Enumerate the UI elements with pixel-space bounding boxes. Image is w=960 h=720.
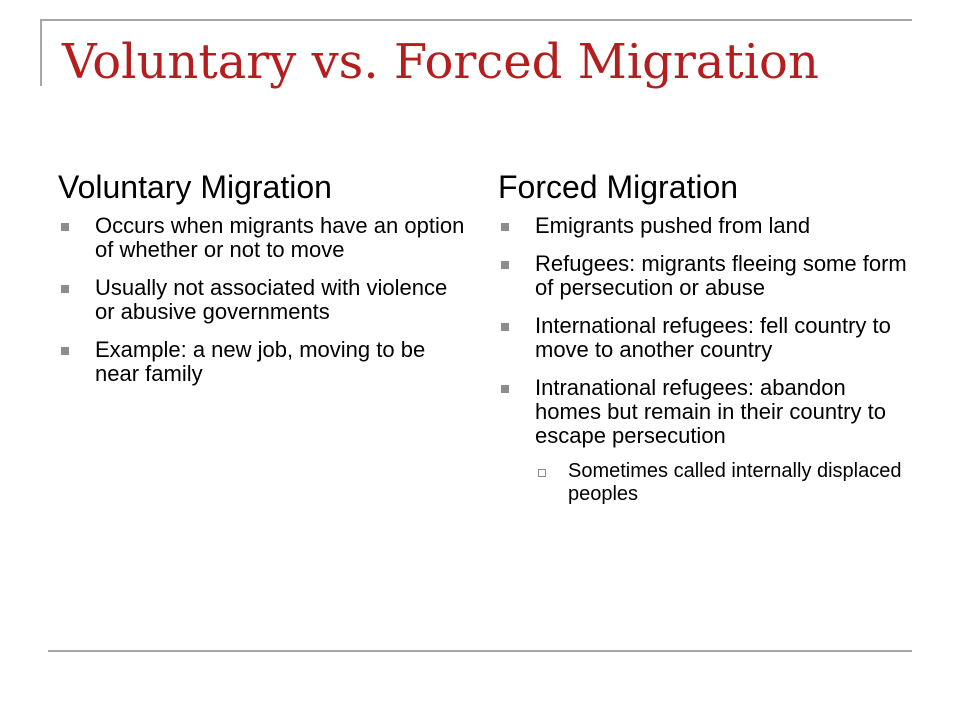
voluntary-bullet-1: Occurs when migrants have an option of whether or not to move — [58, 214, 468, 262]
forced-sub-bullet-1: Sometimes called internally displaced peoples — [534, 460, 908, 506]
voluntary-bullet-3: Example: a new job, moving to be near family — [58, 338, 468, 386]
forced-migration-column — [498, 168, 908, 506]
title-frame-vertical-rule — [40, 19, 42, 86]
title-frame-horizontal-rule — [40, 19, 912, 21]
footer-rule — [48, 650, 912, 652]
forced-bullet-4: Intranational refugees: abandon homes but remain in their country to escape persecution — [498, 376, 908, 448]
forced-migration-heading: Forced Migration — [498, 169, 739, 205]
forced-bullet-3: International refugees: fell country to move to another country — [498, 314, 908, 362]
voluntary-migration-column — [58, 168, 468, 400]
forced-bullet-2: Refugees: migrants fleeing some form of persecution or abuse — [498, 252, 908, 300]
slide-title: Voluntary vs. Forced Migration — [62, 34, 819, 90]
forced-bullet-list — [498, 214, 908, 506]
forced-bullet-1: Emigrants pushed from land — [498, 214, 908, 238]
voluntary-bullet-list — [58, 214, 468, 386]
voluntary-bullet-2: Usually not associated with violence or abusive governments — [58, 276, 468, 324]
voluntary-migration-heading: Voluntary Migration — [58, 169, 332, 205]
